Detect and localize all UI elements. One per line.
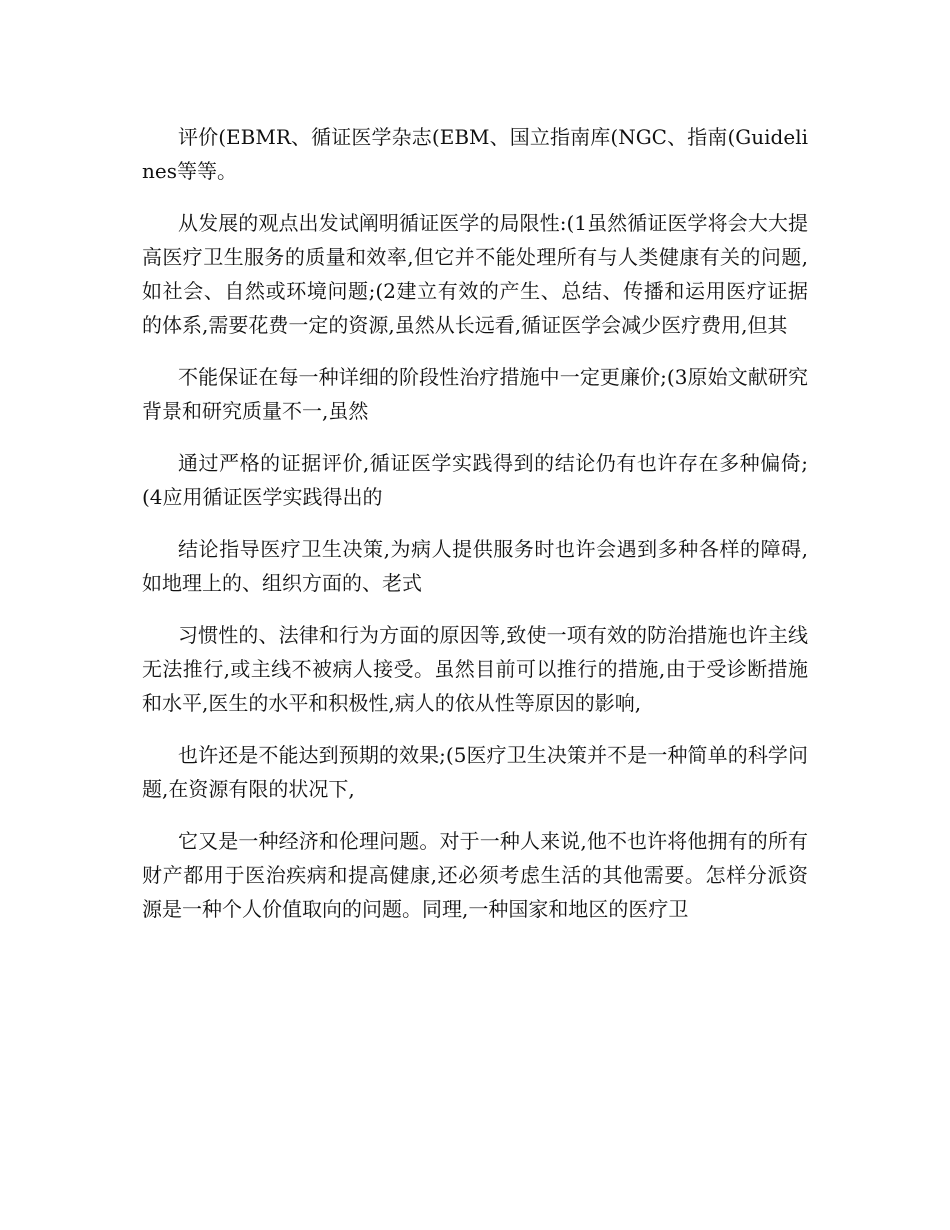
paragraph-1: 评价(EBMR、循证医学杂志(EBM、国立指南库(NGC、指南(Guidelines等等。	[142, 125, 808, 183]
paragraph-5: 结论指导医疗卫生决策,为病人提供服务时也许会遇到多种各样的障碍,如地理上的、组织方面的、老式	[142, 537, 808, 595]
paragraph-4: 通过严格的证据评价,循证医学实践得到的结论仍有也许存在多种偏倚;(4应用循证医学实践得出的	[142, 451, 808, 509]
document-body	[142, 120, 808, 944]
paragraph-8: 它又是一种经济和伦理问题。对于一种人来说,他不也许将他拥有的所有财产都用于医治疾病和提高健康,还必须考虑生活的其他需要。怎样分派资源是一种个人价值取向的问题。同理,一种国家和地区的医疗卫	[142, 829, 808, 921]
paragraph-2: 从发展的观点出发试阐明循证医学的局限性:(1虽然循证医学将会大大提高医疗卫生服务的质量和效率,但它并不能处理所有与人类健康有关的问题,如社会、自然或环境问题;(2建立有效的产生、总结、传播和运用医疗证据的体系,需要花费一定的资源,虽然从长远看,循证医学会减少医疗费用,但其	[142, 211, 808, 337]
paragraph-3: 不能保证在每一种详细的阶段性治疗措施中一定更廉价;(3原始文献研究背景和研究质量不一,虽然	[142, 365, 808, 423]
paragraph-7: 也许还是不能达到预期的效果;(5医疗卫生决策并不是一种简单的科学问题,在资源有限的状况下,	[142, 743, 808, 801]
paragraph-6: 习惯性的、法律和行为方面的原因等,致使一项有效的防治措施也许主线无法推行,或主线不被病人接受。虽然目前可以推行的措施,由于受诊断措施和水平,医生的水平和积极性,病人的依从性等原因的影响,	[142, 623, 808, 715]
